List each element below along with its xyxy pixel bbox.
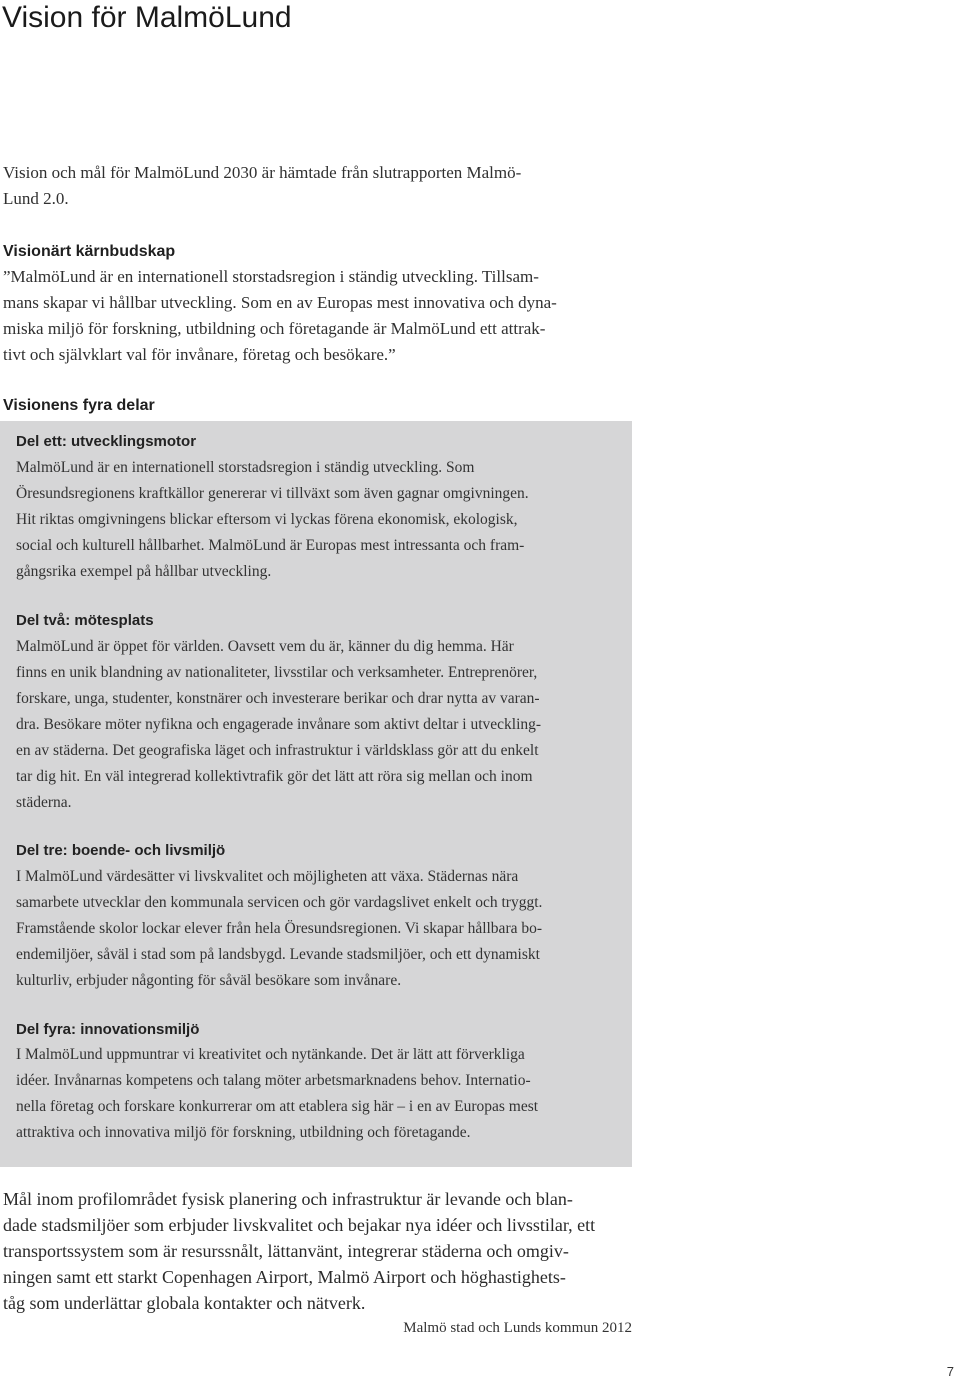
part-two-body <box>16 634 616 816</box>
part-one-body <box>16 455 616 585</box>
fyra-delar-heading: Visionens fyra delar <box>3 397 155 414</box>
intro-paragraph <box>3 160 623 212</box>
footer-credit: Malmö stad och Lunds kommun 2012 <box>403 1320 632 1336</box>
part-line: nella företag och forskare konkurrerar om att etablera sig här – i en av Europas mest <box>16 1098 539 1115</box>
goal-line: transportssystem som är resurssnålt, lättanvänt, integrerar städerna och omgiv- <box>3 1241 569 1261</box>
goal-line: ningen samt ett starkt Copenhagen Airport, Malmö Airport och höghastighets- <box>3 1267 566 1287</box>
part-line: idéer. Invånarnas kompetens och talang möter arbetsmarknadens behov. Internatio- <box>16 1072 531 1089</box>
intro-line: Lund 2.0. <box>3 189 69 208</box>
page-number: 7 <box>946 1364 954 1379</box>
part-line: MalmöLund är öppet för världen. Oavsett vem du är, känner du dig hemma. Här <box>16 638 514 655</box>
quote-line: tivt och självklart val för invånare, företag och besökare.” <box>3 345 396 364</box>
part-line: gångsrika exempel på hållbar utveckling. <box>16 563 272 580</box>
part-line: Öresundsregionens kraftkällor genererar vi tillväxt som även gagnar omgivningen. <box>16 485 529 502</box>
quote-line: mans skapar vi hållbar utveckling. Som en av Europas mest innovativa och dyna- <box>3 293 557 312</box>
page-title: Vision för MalmöLund <box>2 1 292 34</box>
part-line: social och kulturell hållbarhet. MalmöLund är Europas mest intressanta och fram- <box>16 537 525 554</box>
intro-line: Vision och mål för MalmöLund 2030 är hämtade från slutrapporten Malmö- <box>3 163 522 182</box>
part-line: forskare, unga, studenter, konstnärer och investerare berikar och drar nytta av varan- <box>16 690 540 707</box>
goal-line: dade stadsmiljöer som erbjuder livskvalitet och bejakar nya idéer och livsstilar, ett <box>3 1215 596 1235</box>
part-line: attraktiva och innovativa miljö för forskning, utbildning och företagande. <box>16 1124 471 1141</box>
part-line: I MalmöLund uppmuntrar vi kreativitet och nytänkande. Det är lätt att förverkliga <box>16 1046 525 1063</box>
goal-paragraph <box>3 1186 633 1316</box>
part-three-body <box>16 864 616 994</box>
part-three-heading: Del tre: boende- och livsmiljö <box>16 842 226 859</box>
quote-line: miska miljö för forskning, utbildning och företagande är MalmöLund ett attrak- <box>3 319 546 338</box>
vision-parts-box <box>0 421 632 1167</box>
karnbudskap-quote <box>3 264 623 368</box>
part-line: dra. Besökare möter nyfikna och engagerade invånare som aktivt deltar i utveckling- <box>16 716 542 733</box>
goal-line: Mål inom profilområdet fysisk planering och infrastruktur är levande och blan- <box>3 1189 573 1209</box>
part-line: städerna. <box>16 794 72 811</box>
goal-line: tåg som underlättar globala kontakter och nätverk. <box>3 1293 366 1313</box>
part-line: endemiljöer, såväl i stad som på landsbygd. Levande stadsmiljöer, och ett dynamiskt <box>16 946 540 963</box>
part-line: Hit riktas omgivningens blickar eftersom vi lyckas förena ekonomisk, ekologisk, <box>16 511 518 528</box>
part-line: en av städerna. Det geografiska läget och infrastruktur i världsklass gör att du enkelt <box>16 742 539 759</box>
part-line: kulturliv, erbjuder någonting för såväl besökare som invånare. <box>16 972 402 989</box>
part-line: tar dig hit. En väl integrerad kollektivtrafik gör det lätt att röra sig mellan och inom <box>16 768 533 785</box>
part-four-body <box>16 1042 616 1146</box>
part-two-heading: Del två: mötesplats <box>16 612 154 629</box>
part-one-heading: Del ett: utvecklingsmotor <box>16 433 197 450</box>
karnbudskap-heading: Visionärt kärnbudskap <box>3 243 176 260</box>
part-line: finns en unik blandning av nationaliteter, livsstilar och verksamheter. Entreprenörer, <box>16 664 538 681</box>
part-line: MalmöLund är en internationell storstadsregion i ständig utveckling. Som <box>16 459 475 476</box>
part-line: Framstående skolor lockar elever från hela Öresundsregionen. Vi skapar hållbara bo- <box>16 920 543 937</box>
part-line: samarbete utvecklar den kommunala servicen och gör vardagslivet enkelt och tryggt. <box>16 894 543 911</box>
part-line: I MalmöLund värdesätter vi livskvalitet och möjligheten att växa. Städernas nära <box>16 868 519 885</box>
part-four-heading: Del fyra: innovationsmiljö <box>16 1021 200 1038</box>
quote-line: ”MalmöLund är en internationell storstadsregion i ständig utveckling. Tillsam- <box>3 267 539 286</box>
